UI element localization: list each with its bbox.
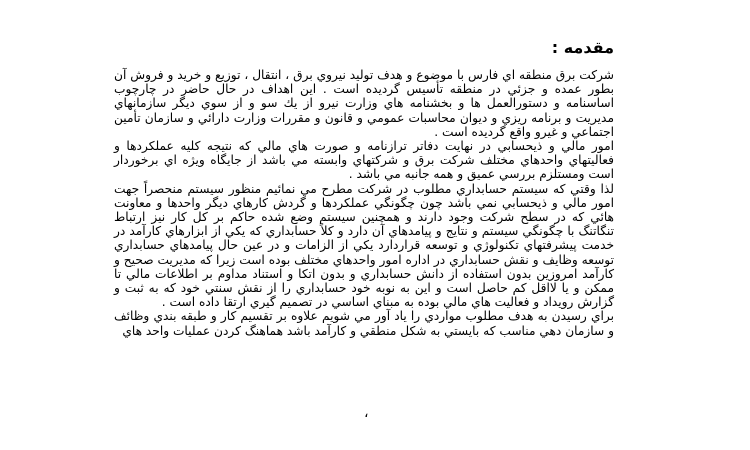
paragraph-finance: امور مالي و ذيحسابي در نهايت دفاتر ترازنامه و صورت هاي مالي كه نتيجه كليه عملكردها و فعاليتهاي واحدهاي مختلف شركت برق و شركتهاي وابسته مي باشد از جايگاه ويژه اي برخوردار است ومستلزم بررسي عميق و همه جانبه مي باشد . bbox=[114, 139, 614, 182]
document-heading: مقدمه : bbox=[551, 38, 614, 57]
paragraph-accounting-system: لذا وقتي كه سيستم حسابداري مطلوب در شركت مطرح مي نمائيم منظور سيستم منحصراً جهت امور مالي و ذيحسابي نمي باشد چون چگونگي عملكردها و گردش كارهاي ديگر واحدها و معاونت هائي كه در سطح شركت وجود دارند و همچنين سيستم وضع شده حاكم بر كل كار نيز ارتباط تنگاتنگ با چگونگي سيستم و نتايج و پيامدهاي آن دارد و كلاً حسابداري كه يكي از ابزارهاي كارآمد در خدمت پيشرفتهاي تكنولوژي و توسعه قراردارد يكي از الزامات و در عين حال پيامدهاي حسابداري توسعه وظايف و نقش حسابداري در اداره امور واحدهاي مختلف بوده است زيرا كه مديريت صحيح و كارآمد امروزين بدون استفاده از دانش حسابداري و بدون اتكا و استناد مداوم بر اطلاعات مالي تا ممكن و يا لااقل كم حاصل است و اين به نوبه خود حسابداري را از نقش سنتي خود كه به ثبت و گزارش رويداد و فعاليت هاي مالي بوده به مبناي اساسي در تصميم گيري ارتقا داده است . bbox=[114, 181, 614, 310]
paragraph-intro: شركت برق منطقه اي فارس با موضوع و هدف توليد نيروي برق ، انتقال ، توزيع و خريد و فروش آن بطور عمده و جزئي در منطقه تأسيس گرديده است . اين اهداف در حال حاضر در چارچوب اساسنامه و دستورالعمل ها و بخشنامه هاي وزارت نيرو از يك سو و از سوي ديگر سازمانهاي مديريت و برنامه ريزي و ديوان محاسبات عمومي و قانون و مقررات وزارت دارائي و سازمان تأمين اجتماعي و غيرو واقع گرديده است . bbox=[114, 68, 614, 139]
page-mark: ، bbox=[364, 405, 369, 421]
paragraph-goals: براي رسيدن به هدف مطلوب مواردي را ياد آور مي شويم علاوه بر تقسيم كار و طبقه بندي وظائف و سازمان دهي مناسب كه بايستي به شكل منطقي و كارآمد باشد هماهنگ كردن عمليات واحد هاي bbox=[114, 309, 614, 338]
document-body bbox=[114, 68, 614, 338]
